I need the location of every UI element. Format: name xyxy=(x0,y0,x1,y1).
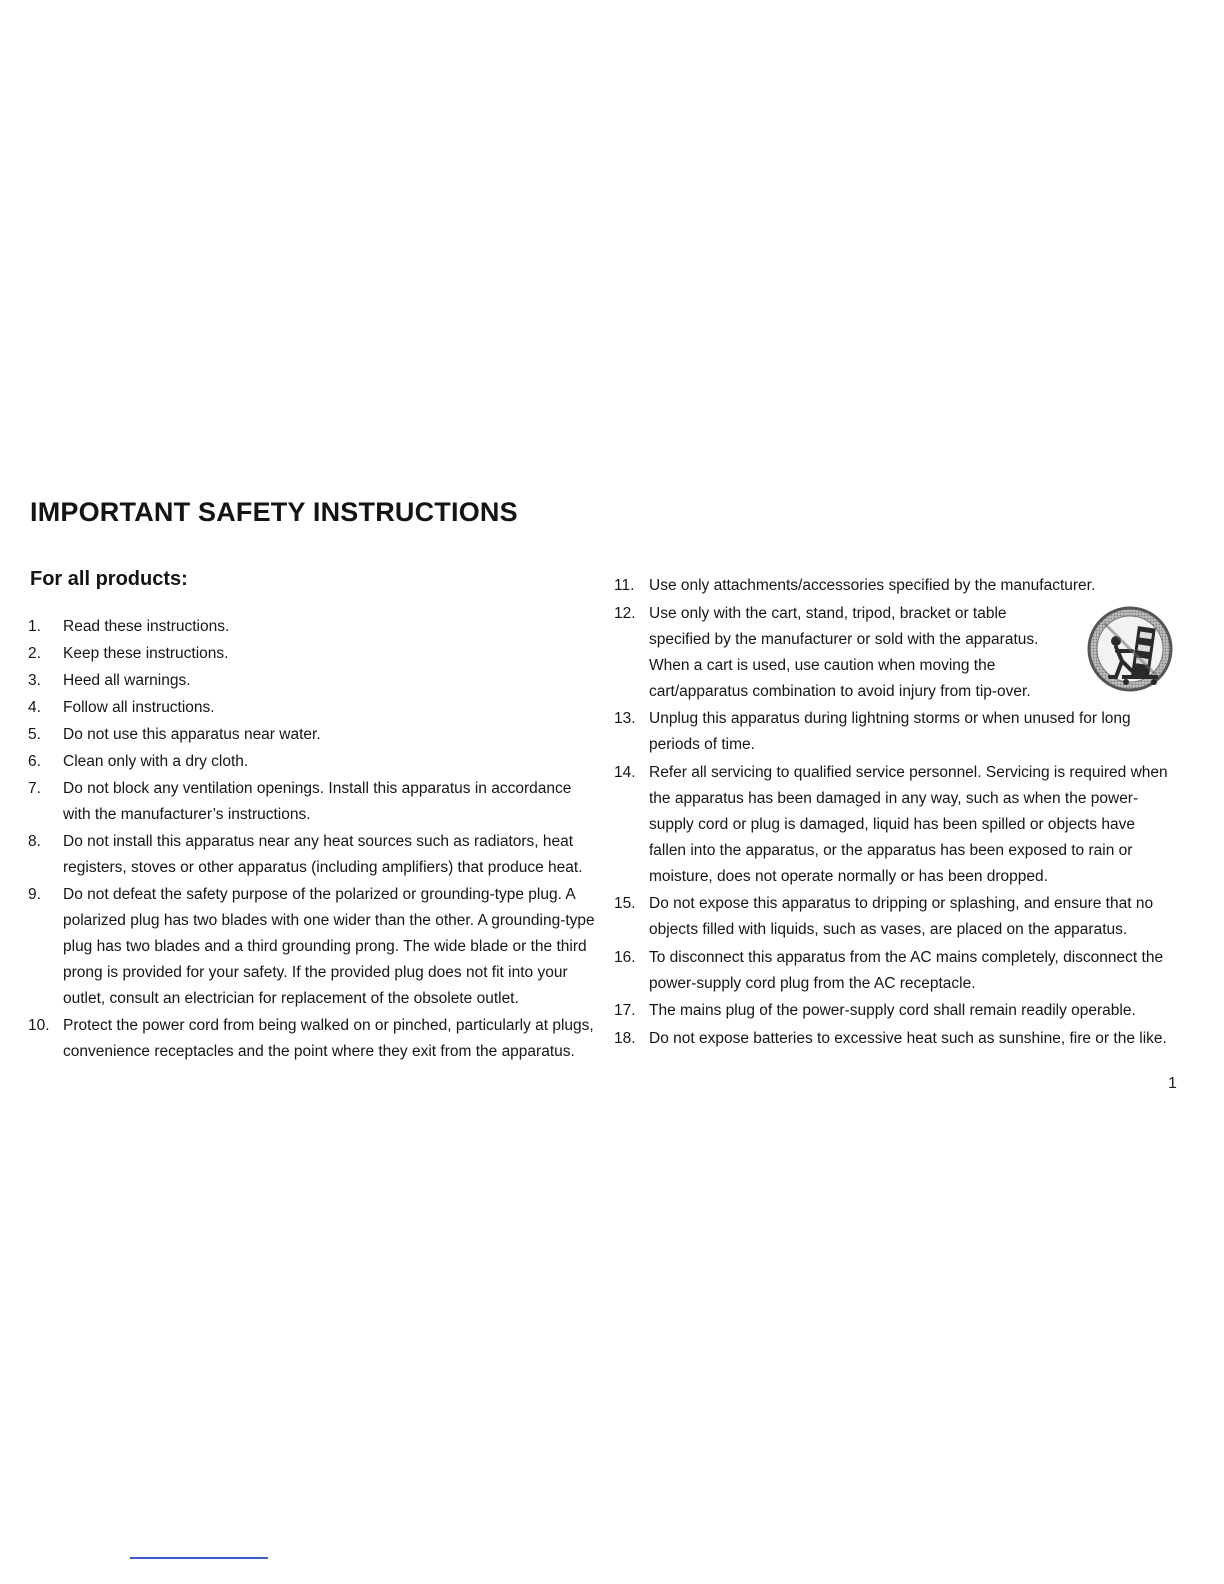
list-item xyxy=(614,945,1174,997)
list-item xyxy=(28,614,598,640)
item-number: 5. xyxy=(28,726,41,743)
item-number: 7. xyxy=(28,780,41,797)
item-text: Do not defeat the safety purpose of the polarized or grounding-type plug. A polarized plug has two blades with one wider than the other. A grounding-type plug has two blades and a third grounding prong. The wide blade or the third prong is provided for your safety. If the provided plug does not fit into your outlet, consult an electrician for replacement of the obsolete outlet. xyxy=(63,886,595,1007)
list-item xyxy=(28,1013,598,1065)
item-text: Do not block any ventilation openings. Install this apparatus in accordance with the manufacturer’s instructions. xyxy=(63,780,572,823)
list-item xyxy=(614,891,1174,943)
item-number: 9. xyxy=(28,886,41,903)
cart-tip-over-warning-icon xyxy=(1086,605,1174,693)
item-text: Use only attachments/accessories specified by the manufacturer. xyxy=(649,577,1096,594)
item-number: 15. xyxy=(614,895,636,912)
safety-list-left xyxy=(28,614,598,1066)
list-item xyxy=(28,722,598,748)
footer-rule xyxy=(130,1557,268,1559)
item-number: 4. xyxy=(28,699,41,716)
item-text: The mains plug of the power-supply cord shall remain readily operable. xyxy=(649,1002,1136,1019)
item-text: Refer all servicing to qualified service personnel. Servicing is required when the apparatus has been damaged in any way, such as when the power-supply cord or plug is damaged, liquid has been spilled or objects have fallen into the apparatus, or the apparatus has been exposed to rain or moisture, does not operate normally or has been dropped. xyxy=(649,763,1168,885)
page-number: 1 xyxy=(1168,1075,1177,1092)
item-text: Do not install this apparatus near any heat sources such as radiators, heat registers, stoves or other apparatus (including amplifiers) that produce heat. xyxy=(63,833,583,876)
list-item xyxy=(614,998,1174,1024)
item-text: Keep these instructions. xyxy=(63,645,229,662)
item-number: 8. xyxy=(28,833,41,850)
item-text: Clean only with a dry cloth. xyxy=(63,753,249,770)
item-number: 6. xyxy=(28,753,41,770)
list-item xyxy=(614,706,1174,758)
item-number: 12. xyxy=(614,604,636,622)
item-text: Use only with the cart, stand, tripod, bracket or table specified by the manufacturer or sold with the apparatus. When a cart is used, use caution when moving the cart/apparatus combination to avoid injury from tip-over. xyxy=(649,604,1039,700)
item-number: 16. xyxy=(614,948,636,966)
section-subheading: For all products: xyxy=(30,568,188,590)
list-item xyxy=(28,641,598,667)
item-number: 10. xyxy=(28,1017,50,1034)
list-item xyxy=(614,573,1174,599)
item-text: Read these instructions. xyxy=(63,618,230,635)
item-number: 14. xyxy=(614,763,636,781)
item-number: 1. xyxy=(28,618,41,635)
item-text: Do not expose this apparatus to dripping or splashing, and ensure that no objects filled with liquids, such as vases, are placed on the apparatus. xyxy=(649,895,1154,938)
item-text: Protect the power cord from being walked on or pinched, particularly at plugs, convenience receptacles and the point where they exit from the apparatus. xyxy=(63,1017,594,1060)
item-text: Heed all warnings. xyxy=(63,672,191,689)
item-text: Follow all instructions. xyxy=(63,699,215,716)
list-item xyxy=(28,776,598,828)
item-number: 2. xyxy=(28,645,41,662)
item-text: Do not use this apparatus near water. xyxy=(63,726,321,743)
item-text: Do not expose batteries to excessive heat such as sunshine, fire or the like. xyxy=(649,1029,1167,1047)
list-item xyxy=(28,882,598,1012)
item-number: 3. xyxy=(28,672,41,689)
list-item xyxy=(614,1026,1174,1052)
list-item xyxy=(28,749,598,775)
list-item xyxy=(28,668,598,694)
item-text: Unplug this apparatus during lightning storms or when unused for long periods of time. xyxy=(649,710,1131,753)
list-item xyxy=(28,829,598,881)
item-number: 18. xyxy=(614,1029,636,1047)
list-item xyxy=(614,760,1174,890)
item-number: 17. xyxy=(614,1002,636,1019)
item-number: 13. xyxy=(614,710,636,727)
item-text: To disconnect this apparatus from the AC mains completely, disconnect the power-supply cord plug from the AC receptacle. xyxy=(649,948,1164,992)
page-title: IMPORTANT SAFETY INSTRUCTIONS xyxy=(30,497,518,527)
item-number: 11. xyxy=(614,577,635,594)
list-item xyxy=(28,695,598,721)
